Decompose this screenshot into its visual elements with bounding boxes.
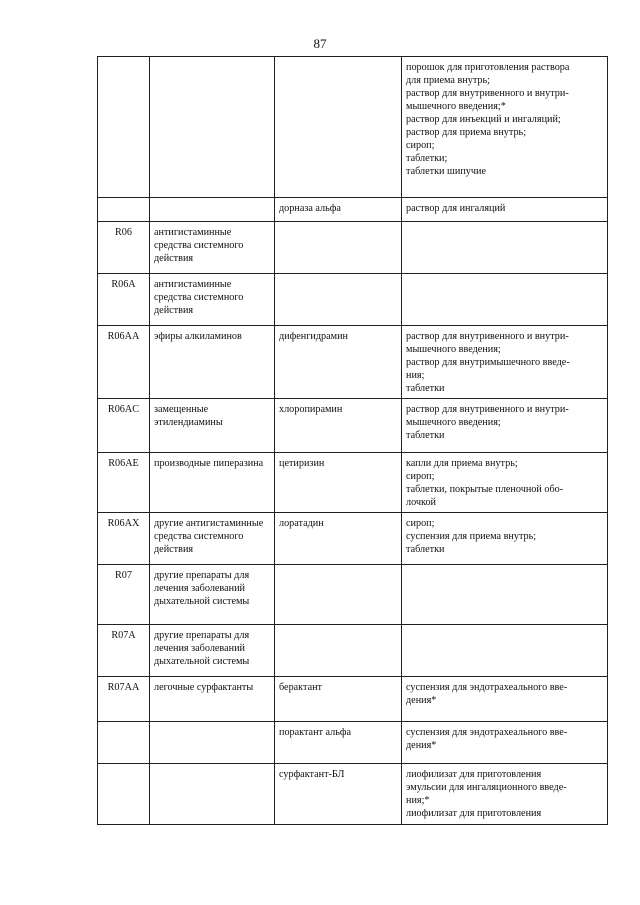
dosage-form-line: таблетки [406, 430, 445, 441]
dosage-form-line: дения* [406, 740, 437, 751]
dosage-forms-cell [402, 565, 608, 625]
dosage-forms-cell [402, 764, 608, 825]
dosage-form-line: мышечного введения; [406, 417, 501, 428]
group-name-cell: замещенные этилендиамины [150, 399, 275, 453]
atc-code-cell: R07A [98, 625, 150, 677]
atc-code-cell: R07AA [98, 677, 150, 722]
dosage-forms-cell [402, 198, 608, 222]
dosage-form-line: таблетки шипучие [406, 166, 486, 177]
dosage-forms-cell [402, 399, 608, 453]
dosage-form-line: раствор для приема внутрь; [406, 127, 527, 138]
drug-name-cell [275, 625, 402, 677]
table-row [98, 399, 608, 453]
group-name-cell [150, 57, 275, 198]
table-body [98, 57, 608, 825]
dosage-form-line: сироп; [406, 471, 435, 482]
drug-name-cell [275, 222, 402, 274]
dosage-form-line: мышечного введения;* [406, 101, 506, 112]
dosage-form-line: раствор для ингаляций [406, 203, 506, 214]
atc-code-cell: R07 [98, 565, 150, 625]
group-name-cell: другие препараты для лечения заболеваний дыхательной системы [150, 625, 275, 677]
dosage-form-line: таблетки [406, 544, 445, 555]
dosage-forms-cell [402, 625, 608, 677]
table-row [98, 764, 608, 825]
dosage-form-line: эмульсии для ингаляционного введе- [406, 782, 567, 793]
dosage-form-line: ния;* [406, 795, 430, 806]
drug-name-cell: сурфактант-БЛ [275, 764, 402, 825]
table-row [98, 513, 608, 565]
dosage-forms-cell [402, 326, 608, 399]
atc-code-cell [98, 764, 150, 825]
table-row [98, 722, 608, 764]
atc-code-cell: R06A [98, 274, 150, 326]
group-name-cell [150, 764, 275, 825]
dosage-form-line: порошок для приготовления раствора [406, 62, 570, 73]
dosage-forms-cell [402, 677, 608, 722]
dosage-form-line: дения* [406, 695, 437, 706]
group-name-cell: антигистаминные средства системного действия [150, 222, 275, 274]
dosage-form-line: таблетки, покрытые пленочной обо- [406, 484, 564, 495]
drug-name-cell: цетиризин [275, 453, 402, 513]
table-row [98, 625, 608, 677]
group-name-cell: другие антигистаминные средства системного действия [150, 513, 275, 565]
group-name-cell [150, 198, 275, 222]
dosage-forms-cell [402, 57, 608, 198]
dosage-forms-cell [402, 453, 608, 513]
dosage-form-line: мышечного введения; [406, 344, 501, 355]
atc-code-cell [98, 57, 150, 198]
dosage-form-line: лочкой [406, 497, 437, 508]
drug-name-cell [275, 274, 402, 326]
atc-code-cell: R06AC [98, 399, 150, 453]
dosage-forms-cell [402, 513, 608, 565]
drug-name-cell [275, 565, 402, 625]
atc-code-cell: R06 [98, 222, 150, 274]
table-row [98, 565, 608, 625]
table-row [98, 453, 608, 513]
dosage-form-line: раствор для внутривенного и внутри- [406, 88, 569, 99]
dosage-form-line: таблетки [406, 383, 445, 394]
dosage-form-line: для приема внутрь; [406, 75, 490, 86]
dosage-form-line: суспензия для эндотрахеального вве- [406, 682, 568, 693]
table-row [98, 677, 608, 722]
dosage-forms-cell [402, 722, 608, 764]
dosage-form-line: капли для приема внутрь; [406, 458, 518, 469]
table-row [98, 222, 608, 274]
dosage-forms-cell [402, 274, 608, 326]
atc-code-cell: R06AA [98, 326, 150, 399]
atc-code-cell: R06AE [98, 453, 150, 513]
dosage-form-line: суспензия для эндотрахеального вве- [406, 727, 568, 738]
dosage-form-line: раствор для внутримышечного введе- [406, 357, 570, 368]
drug-classification-table [97, 56, 608, 825]
dosage-form-line: суспензия для приема внутрь; [406, 531, 537, 542]
table-row [98, 57, 608, 198]
dosage-form-line: сироп; [406, 518, 435, 529]
group-name-cell: производные пиперазина [150, 453, 275, 513]
page-number: 87 [313, 36, 327, 51]
group-name-cell [150, 722, 275, 764]
dosage-form-line: лиофилизат для приготовления [406, 769, 542, 780]
atc-code-cell [98, 722, 150, 764]
group-name-cell: антигистаминные средства системного действия [150, 274, 275, 326]
dosage-form-line: таблетки; [406, 153, 448, 164]
table-row [98, 274, 608, 326]
drug-name-cell: порактант альфа [275, 722, 402, 764]
drug-name-cell: дифенгидрамин [275, 326, 402, 399]
dosage-form-line: раствор для инъекций и ингаляций; [406, 114, 561, 125]
dosage-form-line: сироп; [406, 140, 435, 151]
dosage-form-line: ния; [406, 370, 425, 381]
dosage-form-line: лиофилизат для приготовления [406, 808, 542, 819]
dosage-form-line: раствор для внутривенного и внутри- [406, 331, 569, 342]
atc-code-cell: R06AX [98, 513, 150, 565]
dosage-forms-cell [402, 222, 608, 274]
drug-name-cell: лоратадин [275, 513, 402, 565]
drug-name-cell [275, 57, 402, 198]
atc-code-cell [98, 198, 150, 222]
drug-name-cell: берактант [275, 677, 402, 722]
drug-name-cell: дорназа альфа [275, 198, 402, 222]
drug-name-cell: хлоропирамин [275, 399, 402, 453]
table-row [98, 326, 608, 399]
dosage-form-line: раствор для внутривенного и внутри- [406, 404, 569, 415]
group-name-cell: другие препараты для лечения заболеваний дыхательной системы [150, 565, 275, 625]
group-name-cell: эфиры алкиламинов [150, 326, 275, 399]
table-row [98, 198, 608, 222]
group-name-cell: легочные сурфактанты [150, 677, 275, 722]
